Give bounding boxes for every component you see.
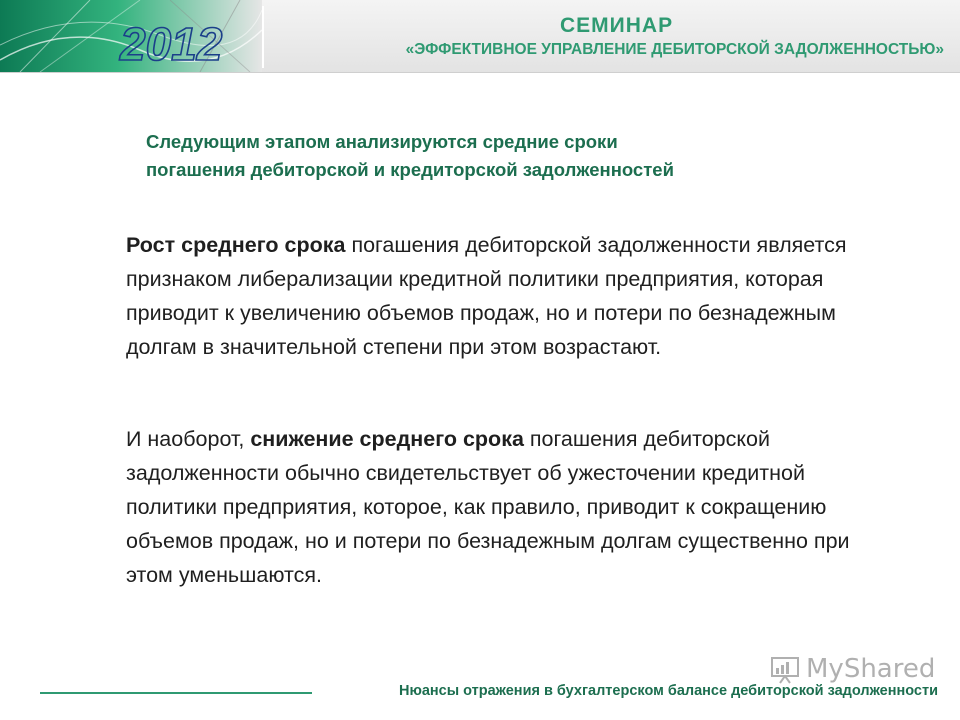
logo-year: 2012 <box>120 18 223 70</box>
paragraph-decline <box>126 422 896 592</box>
seminar-subtitle: «ЭФФЕКТИВНОЕ УПРАВЛЕНИЕ ДЕБИТОРСКОЙ ЗАДОЛЖЕННОСТЬЮ» <box>405 41 944 58</box>
presentation-icon <box>770 654 800 684</box>
watermark-text: MyShared <box>806 654 936 684</box>
header-banner <box>0 0 960 73</box>
paragraph-decline-text: погашения дебиторской задолженности обычно свидетельствует об ужесточении кредитной политики предприятия, которое, как правило, приводит к сокращению объемов продаж, но и потери по безнадежным долгам существенно при этом уменьшаются. <box>126 427 850 587</box>
seminar-label: СЕМИНАР <box>560 14 674 37</box>
paragraph-decline-bold: снижение среднего срока <box>250 427 524 451</box>
lead-line-1: Следующим этапом анализируются средние сроки <box>146 131 618 152</box>
paragraph-growth-bold: Рост среднего срока <box>126 233 346 257</box>
header-divider <box>262 6 264 68</box>
footer-caption: Нюансы отражения в бухгалтерском балансе дебиторской задолженности <box>398 683 938 699</box>
footer-rule <box>40 692 312 694</box>
seminar-2012-logo <box>0 0 262 72</box>
paragraph-growth-text: погашения дебиторской задолженности является признаком либерализации кредитной политики предприятия, которая приводит к увеличению объемов продаж, но и потери по безнадежным долгам в значительной степени при этом возрастают. <box>126 233 847 359</box>
lead-line-2: погашения дебиторской и кредиторской задолженностей <box>146 159 674 180</box>
paragraph-decline-prefix: И наоборот, <box>126 427 251 451</box>
myshared-watermark <box>770 654 935 684</box>
paragraph-growth <box>126 228 896 364</box>
lead-heading <box>146 128 866 184</box>
